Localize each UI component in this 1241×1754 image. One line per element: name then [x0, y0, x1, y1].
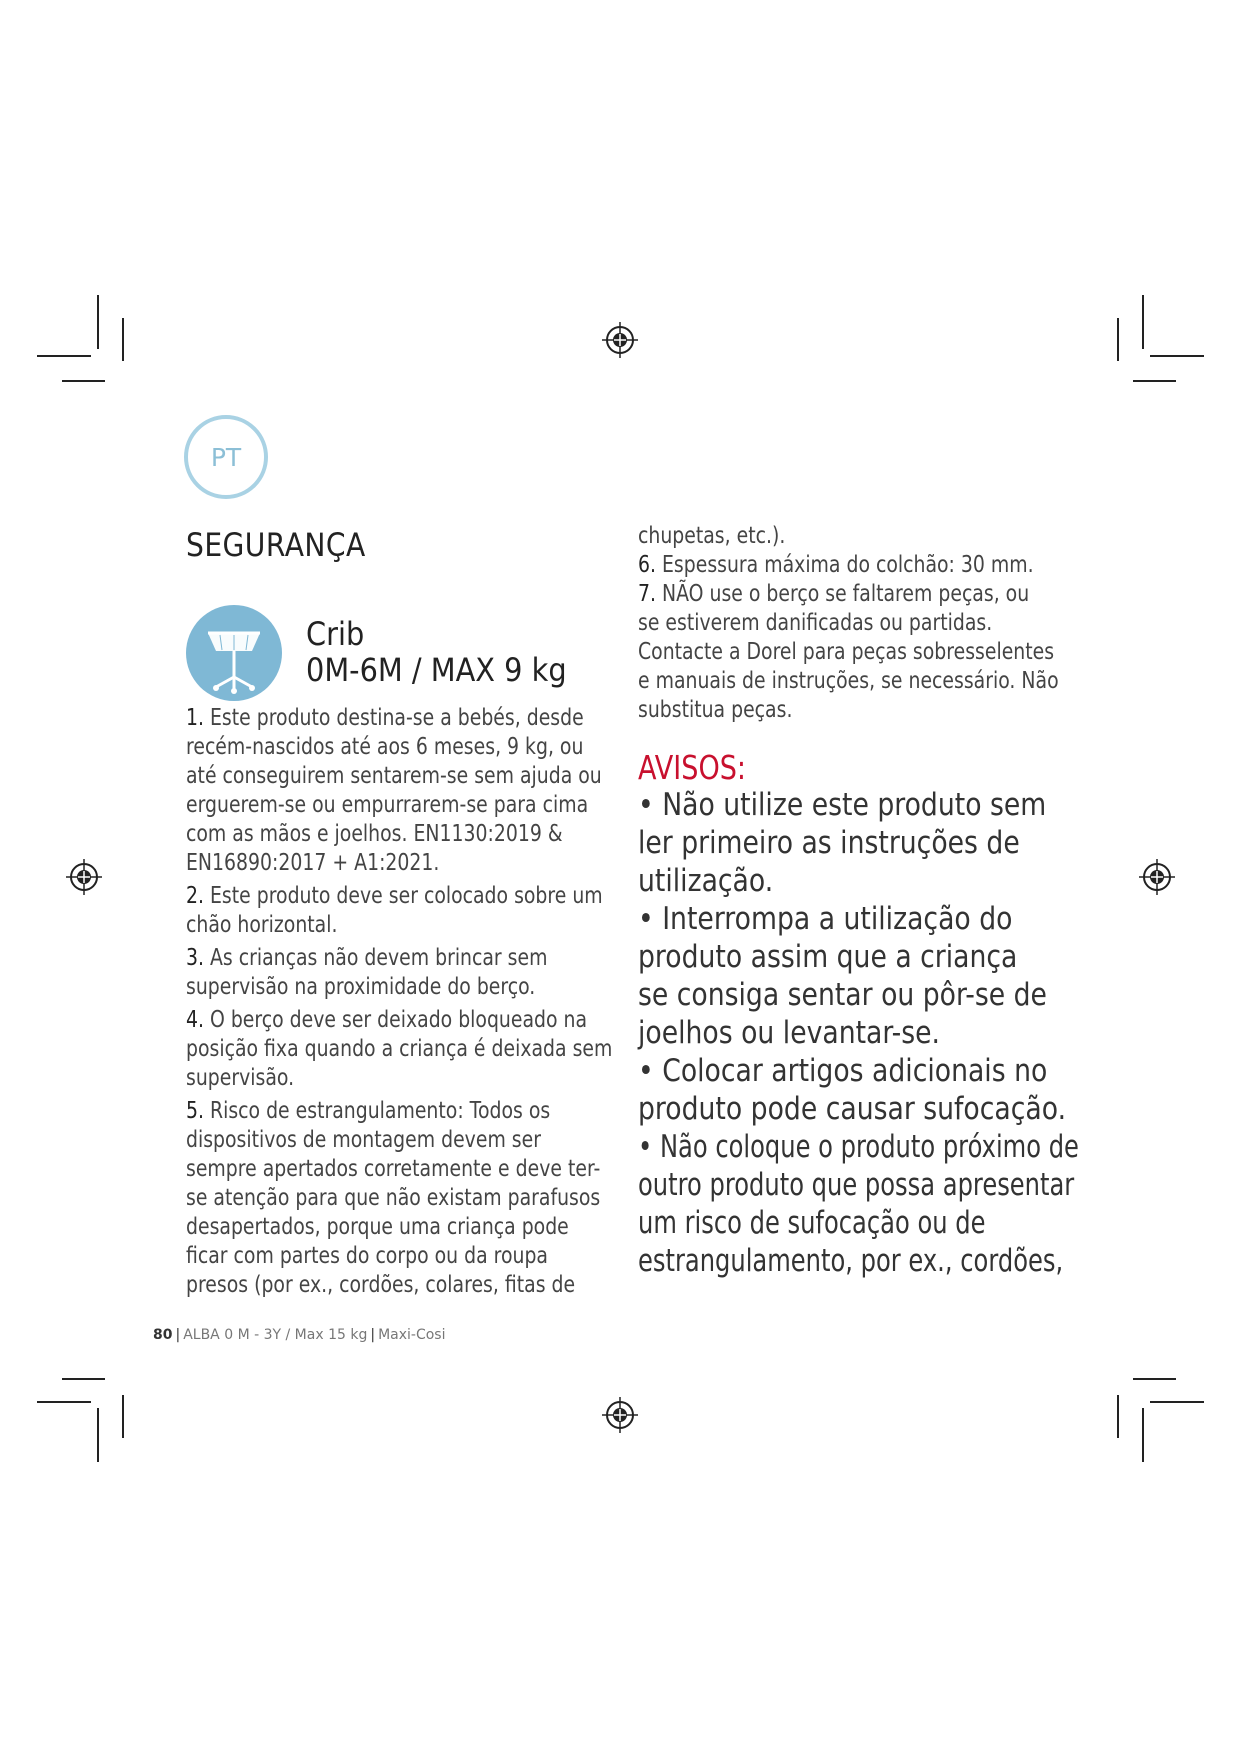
footer-brand: Maxi-Cosi — [378, 1327, 446, 1343]
list-line: sempre apertados corretamente e deve ter- — [186, 1156, 601, 1182]
crop-mark — [62, 1378, 105, 1380]
warnings-list — [638, 786, 1203, 1280]
warnings-title: AVISOS: — [638, 748, 747, 787]
crop-mark — [62, 380, 105, 382]
warning-line: • Colocar artigos adicionais no — [638, 1053, 1048, 1089]
page-number: 80 — [153, 1327, 173, 1343]
registration-mark-icon — [600, 1395, 640, 1435]
warning-line: um risco de sufocação ou de — [638, 1205, 986, 1241]
warning-line: ler primeiro as instruções de — [638, 825, 1020, 861]
crop-mark — [122, 1395, 124, 1438]
footer-product: ALBA 0 M - 3Y / Max 15 kg — [183, 1327, 368, 1343]
crop-mark — [1133, 380, 1176, 382]
list-line: até conseguirem sentarem-se sem ajuda ou — [186, 763, 602, 789]
list-line: dispositivos de montagem devem ser — [186, 1127, 541, 1153]
warning-line: • Não utilize este produto sem — [638, 787, 1047, 823]
warning-line: • Interrompa a utilização do — [638, 901, 1013, 937]
list-line: chão horizontal. — [186, 912, 338, 938]
list-line: se atenção para que não existam parafusos — [186, 1185, 601, 1211]
warning-line: joelhos ou levantar-se. — [638, 1015, 941, 1051]
list-line: supervisão. — [186, 1065, 295, 1091]
language-badge: PT — [184, 415, 268, 499]
crop-mark — [1117, 318, 1119, 361]
crop-mark — [37, 355, 91, 357]
warning-line: estrangulamento, por ex., cordões, — [638, 1243, 1064, 1279]
list-line: supervisão na proximidade do berço. — [186, 974, 536, 1000]
list-line: erguerem-se ou empurrarem-se para cima — [186, 792, 589, 818]
crib-icon — [186, 605, 282, 701]
warning-line: • Não coloque o produto próximo de — [638, 1129, 1079, 1165]
safety-list-right — [638, 522, 1151, 725]
list-line: ficar com partes do corpo ou da roupa — [186, 1243, 548, 1269]
registration-mark-icon — [64, 857, 104, 897]
crop-mark — [122, 318, 124, 361]
registration-mark-icon — [600, 320, 640, 360]
product-name — [306, 616, 567, 688]
crop-mark — [1142, 295, 1144, 349]
list-line: desapertados, porque uma criança pode — [186, 1214, 569, 1240]
crop-mark — [97, 1408, 99, 1462]
crop-mark — [1150, 1401, 1204, 1403]
list-line: 3. As crianças não devem brincar sem — [186, 945, 548, 971]
list-line: substitua peças. — [638, 697, 793, 723]
list-line: Contacte a Dorel para peças sobresselentes — [638, 639, 1055, 665]
crop-mark — [1150, 355, 1204, 357]
list-line: EN16890:2017 + A1:2021. — [186, 850, 440, 876]
list-line: e manuais de instruções, se necessário. Não — [638, 668, 1059, 694]
list-line: se estiverem danificadas ou partidas. — [638, 610, 993, 636]
list-line: com as mãos e joelhos. EN1130:2019 & — [186, 821, 563, 847]
list-line: posição fixa quando a criança é deixada sem — [186, 1036, 613, 1062]
warning-line: utilização. — [638, 863, 774, 899]
warning-line: produto assim que a criança — [638, 939, 1018, 975]
list-line: presos (por ex., cordões, colares, fitas de — [186, 1272, 576, 1298]
list-line: 1. Este produto destina-se a bebés, desde — [186, 705, 584, 731]
crop-mark — [97, 295, 99, 349]
safety-list-left — [186, 704, 706, 1300]
section-title: SEGURANÇA — [186, 526, 366, 564]
warning-line: se consiga sentar ou pôr-se de — [638, 977, 1047, 1013]
crop-mark — [1117, 1395, 1119, 1438]
product-age-weight: 0M-6M / MAX 9 kg — [306, 651, 567, 689]
warning-line: outro produto que possa apresentar — [638, 1167, 1075, 1203]
crop-mark — [1142, 1408, 1144, 1462]
list-line: 5. Risco de estrangulamento: Todos os — [186, 1098, 551, 1124]
list-line: 7. NÃO use o berço se faltarem peças, ou — [638, 581, 1030, 607]
crop-mark — [37, 1401, 91, 1403]
list-line: chupetas, etc.). — [638, 523, 786, 549]
page-footer: 80 | ALBA 0 M - 3Y / Max 15 kg | Maxi-Cosi — [153, 1327, 446, 1343]
list-line: 2. Este produto deve ser colocado sobre um — [186, 883, 603, 909]
list-line: 6. Espessura máxima do colchão: 30 mm. — [638, 552, 1034, 578]
list-line: recém-nascidos até aos 6 meses, 9 kg, ou — [186, 734, 584, 760]
list-line: 4. O berço deve ser deixado bloqueado na — [186, 1007, 588, 1033]
warning-line: produto pode causar sufocação. — [638, 1091, 1067, 1127]
crop-mark — [1133, 1378, 1176, 1380]
product-name-line: Crib — [306, 615, 365, 653]
